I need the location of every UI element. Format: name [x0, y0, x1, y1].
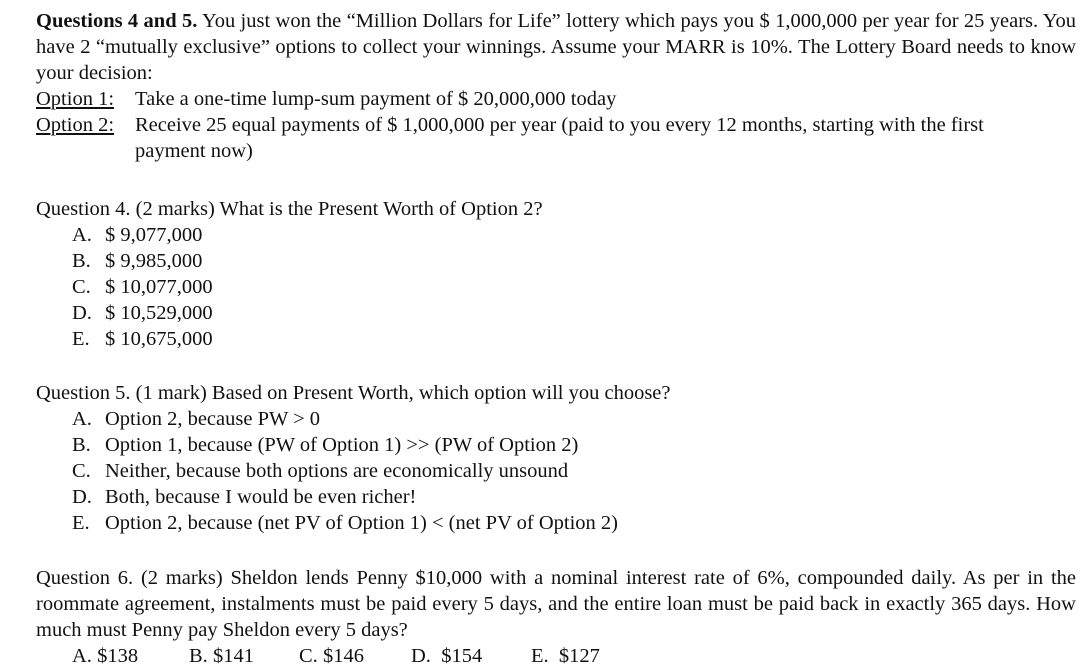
question-5 — [36, 380, 1076, 536]
choice-letter: E. — [72, 512, 90, 534]
choice-item — [189, 643, 299, 669]
choice-text: Neither, because both options are economically unsound — [105, 460, 569, 482]
option-2-label: Option 2: — [36, 114, 115, 136]
choice-text: $138 — [97, 645, 139, 667]
option-1-label: Option 1: — [36, 88, 115, 110]
choice-item — [72, 484, 1076, 510]
choice-text: $146 — [322, 645, 364, 667]
choice-letter: B. — [72, 434, 91, 456]
choice-letter: E. — [72, 328, 90, 350]
question-4 — [36, 196, 1076, 352]
choice-letter: D. — [411, 645, 431, 667]
choice-text: $ 10,529,000 — [105, 302, 213, 324]
choice-letter: C. — [72, 276, 91, 298]
option-1-line — [36, 86, 1076, 112]
intro-text: You just won the “Million Dollars for Life” lottery which pays you $ 1,000,000 per year for 25 years. You have 2 “mutually exclusive” options to collect your winnings. Assume your MARR is 10%. The Lottery Board needs to know your decision: — [36, 10, 1076, 84]
question-5-choices — [72, 406, 1076, 536]
choice-text: $154 — [441, 645, 483, 667]
choice-item — [72, 222, 1076, 248]
choice-text: $141 — [212, 645, 254, 667]
question-6-choices — [72, 643, 1076, 669]
choice-item — [72, 406, 1076, 432]
choice-item — [72, 643, 189, 669]
choice-letter: C. — [299, 645, 318, 667]
choice-letter: D. — [72, 486, 92, 508]
choice-item — [531, 643, 600, 669]
question-6-text: Question 6. (2 marks) Sheldon lends Penny $10,000 with a nominal interest rate of 6%, compounded daily. As per in the roommate agreement, instalments must be paid every 5 days, and the entire loan must be paid back in exactly 365 days. How much must Penny pay Sheldon every 5 days? — [36, 567, 1076, 641]
choice-letter: E. — [531, 645, 549, 667]
choice-text: $ 10,077,000 — [105, 276, 213, 298]
choice-item — [72, 274, 1076, 300]
question-4-text: Question 4. (2 marks) What is the Present Worth of Option 2? — [36, 198, 543, 220]
choice-letter: B. — [72, 250, 91, 272]
intro-heading: Questions 4 and 5. — [36, 10, 198, 32]
choice-text: $127 — [558, 645, 600, 667]
question-4-choices — [72, 222, 1076, 352]
choice-text: Option 2, because PW > 0 — [105, 408, 321, 430]
choice-item — [72, 458, 1076, 484]
choice-letter: A. — [72, 645, 92, 667]
choice-item — [72, 326, 1076, 352]
choice-text: $ 9,985,000 — [105, 250, 203, 272]
choice-text: $ 10,675,000 — [105, 328, 213, 350]
choice-item — [72, 510, 1076, 536]
choice-text: Option 2, because (net PV of Option 1) < (net PV of Option 2) — [105, 512, 618, 534]
choice-item — [72, 300, 1076, 326]
choice-text: $ 9,077,000 — [105, 224, 203, 246]
choice-item — [72, 432, 1076, 458]
choice-item — [72, 248, 1076, 274]
choice-text: Option 1, because (PW of Option 1) >> (PW of Option 2) — [105, 434, 579, 456]
choice-letter: A. — [72, 408, 92, 430]
choice-letter: B. — [189, 645, 208, 667]
exam-page — [36, 8, 1076, 667]
option-2-line — [36, 112, 1076, 164]
question-5-text: Question 5. (1 mark) Based on Present Worth, which option will you choose? — [36, 382, 671, 404]
choice-letter: C. — [72, 460, 91, 482]
choice-text: Both, because I would be even richer! — [105, 486, 417, 508]
question-6 — [36, 565, 1076, 669]
option-2-text: Receive 25 equal payments of $ 1,000,000 per year (paid to you every 12 months, starting with the first payment now) — [135, 114, 984, 162]
choice-item — [299, 643, 411, 669]
choice-letter: A. — [72, 224, 92, 246]
choice-item — [411, 643, 531, 669]
intro-paragraph — [36, 8, 1076, 86]
choice-letter: D. — [72, 302, 92, 324]
option-1-text: Take a one-time lump-sum payment of $ 20,000,000 today — [135, 88, 617, 110]
